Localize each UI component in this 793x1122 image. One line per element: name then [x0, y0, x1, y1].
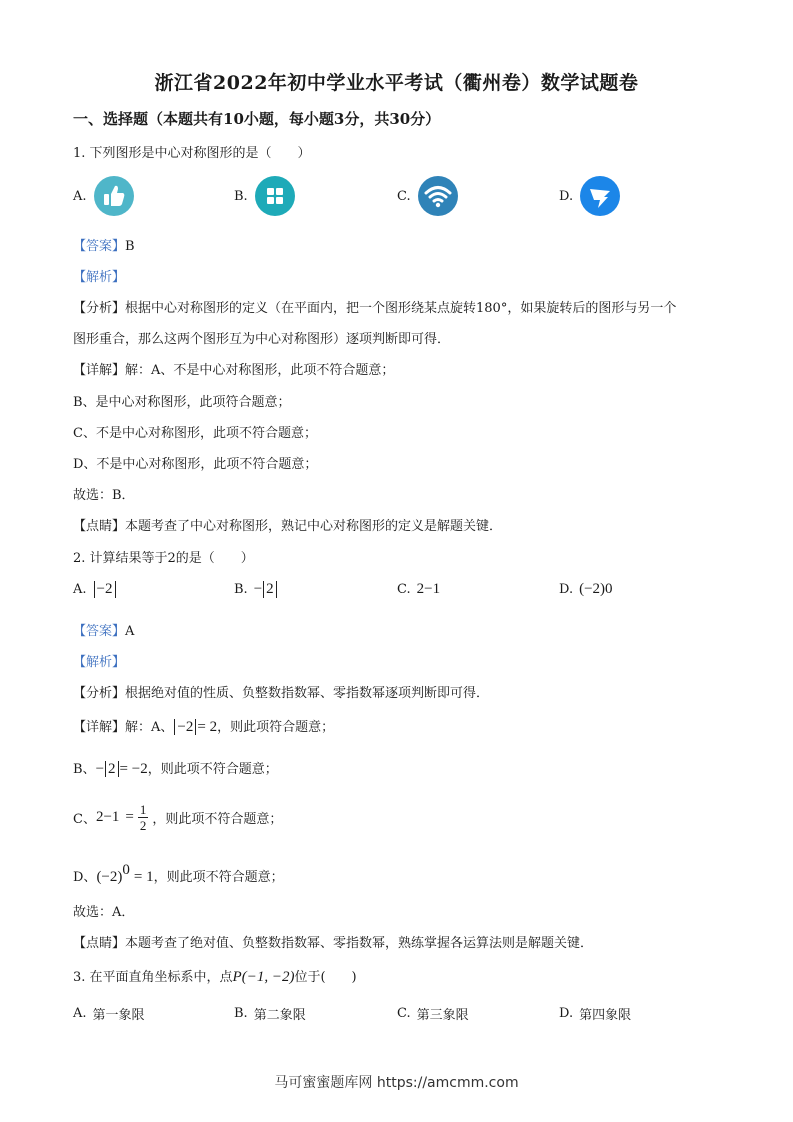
- q1-analysis-tag: 【解析】: [73, 270, 126, 285]
- q1-option-a[interactable]: [73, 175, 135, 217]
- q3-option-a-text: 第一象限: [92, 1008, 145, 1023]
- footer-watermark: 马可蜜蜜题库网 https://amcmm.com: [274, 1075, 519, 1091]
- detail-base: 2: [95, 809, 104, 825]
- grid-four-squares-icon: [254, 175, 296, 217]
- detail-abs-value: 2: [105, 761, 119, 777]
- q2-option-b-label: B.: [234, 582, 248, 597]
- detail-base: (−2): [96, 869, 123, 885]
- xiangjie-tag: 【详解】: [73, 720, 126, 735]
- q3-point: P(−1, −2): [232, 969, 295, 985]
- q1-option-b-label: B.: [234, 188, 248, 204]
- q2-option-b-minus: −: [253, 581, 263, 597]
- q1-option-b[interactable]: [234, 175, 296, 217]
- fenxi-tag: 【分析】: [73, 301, 126, 316]
- detail-minus: −: [95, 761, 105, 777]
- detail-suffix: ，则此项符合题意；: [217, 720, 335, 735]
- answer-value: B: [125, 239, 135, 254]
- q2-dianjing: [73, 932, 593, 951]
- q2-option-a[interactable]: [73, 581, 117, 598]
- q3-option-c-text: 第三象限: [416, 1008, 469, 1023]
- q2-option-b[interactable]: [234, 581, 278, 598]
- q2-detail-a: [73, 716, 334, 736]
- q2-option-d-exp: 0: [605, 581, 613, 597]
- dianjing-text: 本题考查了绝对值、负整数指数幂、零指数幂，熟练掌握各运算法则是解题关键．: [125, 936, 594, 951]
- dianjing-tag: 【点睛】: [73, 519, 126, 534]
- q1-detail-c: C、不是中心对称图形，此项不符合题意；: [73, 426, 317, 441]
- q2-option-b-value: 2: [263, 581, 277, 598]
- dingtalk-icon: [579, 175, 621, 217]
- q2-analysis-tag: 【解析】: [73, 655, 126, 670]
- detail-equals: = −2: [119, 761, 148, 777]
- q3-option-d-text: 第四象限: [579, 1008, 632, 1023]
- q2-detail-c: [73, 802, 282, 833]
- detail-abs-value: −2: [174, 719, 196, 735]
- fenxi-tag: 【分析】: [73, 686, 126, 701]
- q2-option-c-exp: −1: [424, 581, 441, 597]
- q2-detail-d: [73, 862, 284, 886]
- q3-option-a[interactable]: [73, 1004, 145, 1023]
- fraction-numerator: 1: [139, 802, 147, 817]
- dianjing-text: 本题考查了中心对称图形，熟记中心对称图形的定义是解题关键．: [125, 519, 503, 534]
- dianjing-tag: 【点睛】: [73, 936, 126, 951]
- q1-option-c-label: C.: [397, 188, 411, 204]
- q3-stem-suffix: 位于( ): [294, 970, 357, 985]
- q2-option-d-base: (−2): [579, 581, 606, 597]
- q3-option-d[interactable]: [559, 1004, 631, 1023]
- fenxi-text: 根据中心对称图形的定义（在平面内，把一个图形绕某点旋转180°，如果旋转后的图形与另一个: [125, 301, 677, 316]
- q3-stem-prefix: 3. 在平面直角坐标系中，点: [73, 970, 233, 985]
- q2-answer: [73, 620, 134, 639]
- detail-equals: = 1: [133, 869, 154, 885]
- detail-prefix: C、: [73, 812, 96, 827]
- q1-detail-b: B、是中心对称图形，此项符合题意；: [73, 395, 291, 410]
- q3-option-c-label: C.: [397, 1006, 411, 1021]
- q2-option-d-label: D.: [559, 582, 574, 597]
- detail-suffix: ，则此项不符合题意；: [147, 762, 278, 777]
- section-heading: 一、选择题（本题共有10小题，每小题3分，共30分）: [73, 110, 441, 128]
- q1-option-a-label: A.: [73, 188, 87, 204]
- q1-detail-d: D、不是中心对称图形，此项不符合题意；: [73, 457, 318, 472]
- fenxi-text: 根据绝对值的性质、负整数指数幂、零指数幂逐项判断即可得．: [125, 686, 490, 701]
- q2-option-c[interactable]: [397, 581, 440, 598]
- q2-option-d[interactable]: [559, 581, 613, 598]
- q3-option-c[interactable]: [397, 1004, 469, 1023]
- detail-exp: 0: [122, 862, 130, 878]
- q3-option-b-label: B.: [234, 1006, 248, 1021]
- xiangjie-tag: 【详解】: [73, 363, 126, 378]
- detail-prefix: B、: [73, 762, 96, 777]
- detail-prefix: 解：A、: [125, 720, 174, 735]
- detail-fraction: [138, 802, 149, 833]
- thumbs-up-icon: [93, 175, 135, 217]
- detail-text: 解：A、不是中心对称图形，此项不符合题意；: [125, 363, 395, 378]
- q1-dianjing: [73, 515, 502, 534]
- detail-exp: −1: [103, 809, 120, 825]
- q2-option-c-base: 2: [416, 581, 425, 597]
- q2-stem: 2. 计算结果等于2的是（ ）: [73, 551, 254, 566]
- q3-option-d-label: D.: [559, 1006, 574, 1021]
- q1-option-c[interactable]: [397, 175, 459, 217]
- wifi-icon: [417, 175, 459, 217]
- q1-fenxi-line2: 图形重合，那么这两个图形互为中心对称图形）逐项判断即可得．: [73, 332, 451, 347]
- q1-option-d[interactable]: [559, 175, 621, 217]
- answer-value: A: [125, 624, 135, 639]
- q1-detail-a: [73, 359, 394, 378]
- q2-detail-b: [73, 758, 278, 778]
- q1-answer: [73, 235, 135, 254]
- detail-suffix: ，则此项不符合题意；: [153, 870, 284, 885]
- q1-fenxi-line1: [73, 297, 676, 316]
- q1-choice: 故选：B．: [73, 488, 135, 503]
- fraction-denominator: 2: [139, 818, 147, 833]
- detail-equals: = 2: [197, 719, 218, 735]
- q3-stem: [73, 966, 357, 986]
- q2-fenxi: [73, 682, 489, 701]
- q3-option-a-label: A.: [73, 1006, 87, 1021]
- detail-suffix: ，则此项不符合题意；: [152, 812, 283, 827]
- detail-prefix: D、: [73, 870, 97, 885]
- q1-option-d-label: D.: [559, 188, 574, 204]
- page-title: 浙江省2022年初中学业水平考试（衢州卷）数学试题卷: [154, 72, 639, 94]
- q1-stem: 1. 下列图形是中心对称图形的是（ ）: [73, 146, 311, 161]
- q2-option-a-label: A.: [73, 582, 87, 597]
- detail-equals: =: [125, 809, 134, 825]
- q2-option-a-value: −2: [94, 581, 116, 598]
- q2-option-c-label: C.: [397, 582, 411, 597]
- answer-tag: 【答案】: [73, 624, 126, 639]
- q2-choice: 故选：A．: [73, 905, 135, 920]
- q3-option-b-text: 第二象限: [253, 1008, 306, 1023]
- q3-option-b[interactable]: [234, 1004, 306, 1023]
- answer-tag: 【答案】: [73, 239, 126, 254]
